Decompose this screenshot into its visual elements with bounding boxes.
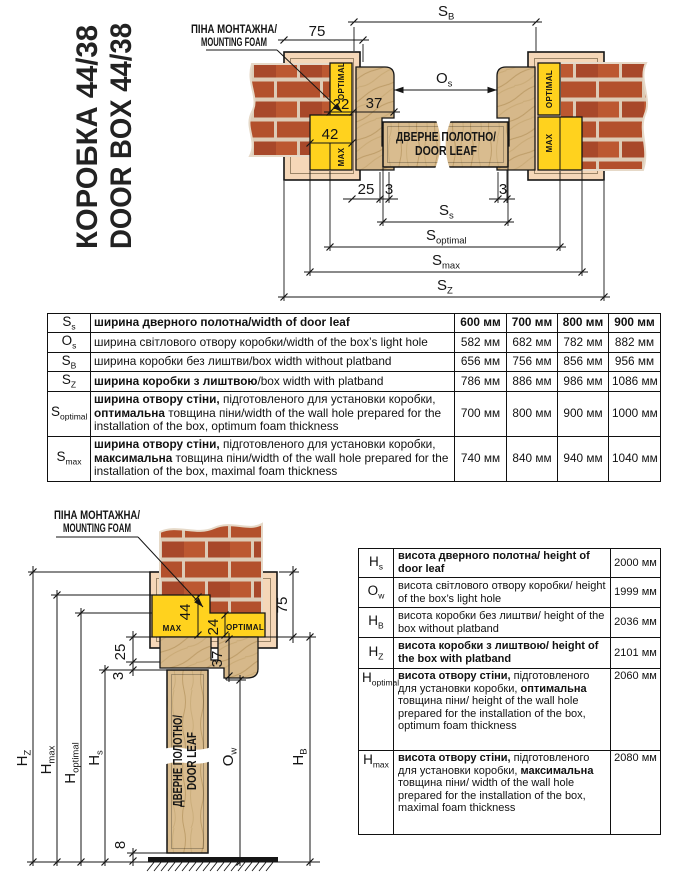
- value-cell: 940 мм: [558, 436, 609, 481]
- symbol-cell: $S_Z$: [48, 372, 91, 391]
- dim-hmax: $H_{max}$: [38, 745, 58, 775]
- dim-hoptimal: $H_{optimal}$: [62, 742, 82, 784]
- table-row: [48, 352, 661, 371]
- value-cell: 600 мм: [455, 314, 507, 333]
- dim-8: 8: [112, 840, 129, 850]
- symbol-cell: $H_{optimal}$: [359, 669, 394, 751]
- max-left-label: MAX: [337, 147, 346, 167]
- table-row: [359, 608, 661, 638]
- dim-hs: $H_s$: [86, 750, 106, 766]
- description-cell: висота світлового отвору коробки/ height of the box’s light hole: [394, 578, 611, 608]
- dim-3-right: 3: [498, 181, 508, 198]
- dim-sz: $S_Z$: [437, 277, 453, 297]
- value-cell: 900 мм: [558, 391, 609, 436]
- door-leaf-top: [383, 120, 508, 169]
- foam-label-uk: ПІНА МОНТАЖНА/: [191, 22, 278, 36]
- value-cell: 682 мм: [507, 333, 558, 352]
- value-cell: 1999 мм: [611, 578, 661, 608]
- dim-smax: $S_{max}$: [432, 252, 460, 272]
- table-row: [48, 436, 661, 481]
- description-cell: ширина світлового отвору коробки/width of the box’s light hole: [91, 333, 455, 352]
- value-cell: 1040 мм: [609, 436, 661, 481]
- door-leaf-bottom-label-uk: ДВЕРНЕ ПОЛОТНО/: [170, 679, 185, 807]
- floor: [147, 857, 278, 871]
- optimal-left-label: OPTIMAL: [337, 61, 346, 101]
- dim-sb: $S_B$: [438, 3, 455, 23]
- value-cell: 956 мм: [609, 352, 661, 371]
- value-cell: 740 мм: [455, 436, 507, 481]
- height-table: [358, 548, 661, 835]
- table-row: [48, 372, 661, 391]
- description-cell: ширина коробки без лиштви/box width without platband: [91, 352, 455, 371]
- title-block: [71, 2, 138, 249]
- symbol-cell: $O_s$: [48, 333, 91, 352]
- symbol-cell: $S_s$: [48, 314, 91, 333]
- value-cell: 756 мм: [507, 352, 558, 371]
- value-cell: 700 мм: [507, 314, 558, 333]
- value-cell: 800 мм: [558, 314, 609, 333]
- dim-42: 42: [321, 126, 339, 143]
- dim-ow: $O_w$: [220, 747, 240, 767]
- dim-hb: $H_B$: [290, 748, 310, 766]
- value-cell: 782 мм: [558, 333, 609, 352]
- description-cell: ширина коробки з лиштвою/box width with platband: [91, 372, 455, 391]
- table-row: [359, 751, 661, 835]
- symbol-cell: $S_{max}$: [48, 436, 91, 481]
- symbol-cell: $S_B$: [48, 352, 91, 371]
- value-cell: 986 мм: [558, 372, 609, 391]
- description-cell: висота коробки без лиштви/ height of the box without platband: [394, 608, 611, 638]
- max-label-bottom: MAX: [162, 624, 182, 633]
- symbol-cell: $S_{optimal}$: [48, 391, 91, 436]
- description-cell: висота дверного полотна/ height of door leaf: [394, 549, 611, 578]
- dim-24: 24: [205, 618, 222, 636]
- foam-label-en: MOUNTING FOAM: [201, 35, 267, 49]
- table-row: [48, 333, 661, 352]
- description-cell: ширина дверного полотна/width of door leaf: [91, 314, 455, 333]
- door-leaf-bottom-label-en: DOOR LEAF: [184, 713, 199, 790]
- value-cell: 786 мм: [455, 372, 507, 391]
- value-cell: 886 мм: [507, 372, 558, 391]
- table-row: [359, 669, 661, 751]
- title-uk: КОРОБКА 44/38: [71, 19, 104, 249]
- dim-ss: $S_s$: [439, 202, 454, 222]
- value-cell: 1086 мм: [609, 372, 661, 391]
- bottom-diagram: [14, 508, 320, 871]
- foam-label-bottom-uk: ПІНА МОНТАЖНА/: [54, 508, 141, 522]
- top-diagram: [191, 3, 647, 301]
- description-cell: висота отвору стіни, підготовленого для установки коробки, максимальна товщина піни/ width of the wall hole prepared for the installation of the box, maximal foam thickness: [394, 751, 611, 835]
- value-cell: 856 мм: [558, 352, 609, 371]
- max-right-label: MAX: [545, 133, 554, 153]
- value-cell: 2000 мм: [611, 549, 661, 578]
- dim-os: $O_s$: [436, 70, 453, 90]
- dim-37: 37: [365, 95, 383, 112]
- door-leaf-label-uk: ДВЕРНЕ ПОЛОТНО/: [396, 129, 497, 144]
- dim-soptimal: $S_{optimal}$: [426, 227, 467, 247]
- dim-44: 44: [177, 603, 194, 621]
- value-cell: 582 мм: [455, 333, 507, 352]
- dim-75: 75: [308, 23, 326, 40]
- dim-37-bottom: 37: [209, 650, 226, 668]
- width-table: [47, 313, 661, 482]
- value-cell: 700 мм: [455, 391, 507, 436]
- description-cell: ширина отвору стіни, підготовленого для установки коробки, оптимальна товщина піни/width of the wall hole prepared for the installation of the box, optimum foam thickness: [91, 391, 455, 436]
- symbol-cell: $H_B$: [359, 608, 394, 638]
- symbol-cell: $O_w$: [359, 578, 394, 608]
- optimal-label-bottom: OPTIMAL: [225, 623, 265, 632]
- door-leaf-label-en: DOOR LEAF: [415, 143, 478, 158]
- value-cell: 2101 мм: [611, 638, 661, 669]
- value-cell: 882 мм: [609, 333, 661, 352]
- description-cell: висота отвору стіни, підготовленого для установки коробки, оптимальна товщина піни/ height of the wall hole prepared for the installation of the box, optimum foam thickness: [394, 669, 611, 751]
- table-row: [359, 578, 661, 608]
- value-cell: 2060 мм: [611, 669, 661, 751]
- value-cell: 2080 мм: [611, 751, 661, 835]
- value-cell: 900 мм: [609, 314, 661, 333]
- value-cell: 840 мм: [507, 436, 558, 481]
- dim-75-bottom: 75: [274, 596, 291, 614]
- value-cell: 2036 мм: [611, 608, 661, 638]
- dim-hz: $H_Z$: [14, 749, 34, 767]
- value-cell: 800 мм: [507, 391, 558, 436]
- optimal-right-label: OPTIMAL: [545, 69, 554, 109]
- table-row: [48, 391, 661, 436]
- table-row: [48, 314, 661, 333]
- description-cell: ширина отвору стіни, підготовленого для установки коробки, максимальна товщина піни/width of the wall hole prepared for the installation of the box, maximal foam thickness: [91, 436, 455, 481]
- description-cell: висота коробки з лиштвою/ height of the box with platband: [394, 638, 611, 669]
- foam-label-bottom-en: MOUNTING FOAM: [63, 521, 131, 535]
- dim-25: 25: [357, 181, 375, 198]
- value-cell: 1000 мм: [609, 391, 661, 436]
- dim-3-left: 3: [384, 181, 394, 198]
- symbol-cell: $H_s$: [359, 549, 394, 578]
- dim-22: 22: [332, 96, 350, 113]
- value-cell: 656 мм: [455, 352, 507, 371]
- table-row: [359, 638, 661, 669]
- title-en: DOOR BOX 44/38: [105, 2, 138, 249]
- symbol-cell: $H_{max}$: [359, 751, 394, 835]
- symbol-cell: $H_Z$: [359, 638, 394, 669]
- door-leaf-bottom: [164, 670, 211, 853]
- table-row: [359, 549, 661, 578]
- dim-25-bottom: 25: [112, 643, 129, 661]
- dim-3-bottom: 3: [110, 671, 127, 681]
